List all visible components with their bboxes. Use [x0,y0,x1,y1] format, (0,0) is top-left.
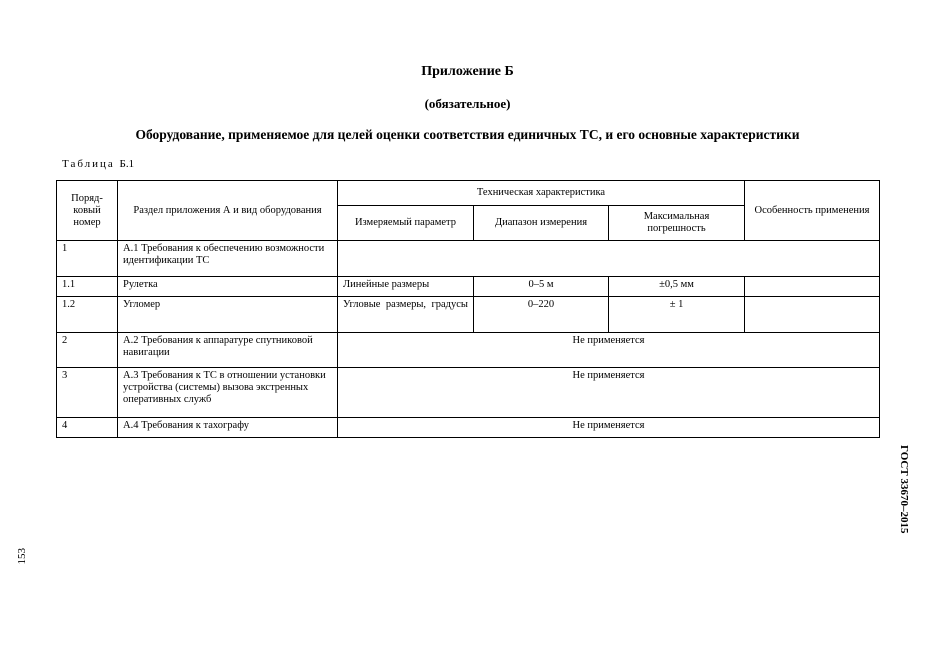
table-row [57,297,880,333]
header-number: Поряд-ковый номер [57,181,118,241]
table-caption-number: Б.1 [119,158,135,170]
row-section: А.3 Требования к ТС в отношении установки устройства (системы) вызова экстренных оперативных служб [118,368,338,418]
header-section: Раздел приложения А и вид оборудования [118,181,338,241]
appendix-status: (обязательное) [424,96,511,111]
row-number: 1 [57,241,118,277]
appendix-title: Приложение Б [421,64,514,79]
table-row [57,418,880,438]
row-param: Линейные размеры [338,277,474,297]
header-tech: Техническая характеристика [338,181,745,206]
row-error: ± 1 [609,297,745,333]
row-note: Не применяется [338,418,880,438]
document-title: Оборудование, применяемое для целей оценки соответствия единичных ТС, и его основные характеристики [135,127,800,142]
row-section: Угломер [118,297,338,333]
header-range: Диапазон измерения [474,206,609,241]
row-number: 1.2 [57,297,118,333]
row-number: 4 [57,418,118,438]
row-number: 3 [57,368,118,418]
row-error: ±0,5 мм [609,277,745,297]
header-feature: Особенность применения [745,181,880,241]
row-feature [745,277,880,297]
row-section: Рулетка [118,277,338,297]
table-caption [62,158,134,170]
table-caption-label: Таблица [62,158,115,170]
table-row [57,333,880,368]
row-note: Не применяется [338,368,880,418]
header-param: Измеряемый параметр [338,206,474,241]
row-param: Угловые размеры, градусы [338,297,474,333]
row-empty-span [338,241,880,277]
row-note: Не применяется [338,333,880,368]
row-section: А.1 Требования к обеспечению возможности идентификации ТС [118,241,338,277]
page-number: 153 [16,548,28,565]
table-row [57,241,880,277]
row-number: 2 [57,333,118,368]
equipment-table [56,180,880,438]
table-row [57,277,880,297]
row-feature [745,297,880,333]
row-section: А.2 Требования к аппаратуре спутниковой навигации [118,333,338,368]
row-number: 1.1 [57,277,118,297]
row-range: 0–220 [474,297,609,333]
row-range: 0–5 м [474,277,609,297]
row-section: А.4 Требования к тахографу [118,418,338,438]
standard-code: ГОСТ 33670–2015 [898,445,910,534]
header-error: Максимальная погрешность [609,206,745,241]
table-row [57,368,880,418]
